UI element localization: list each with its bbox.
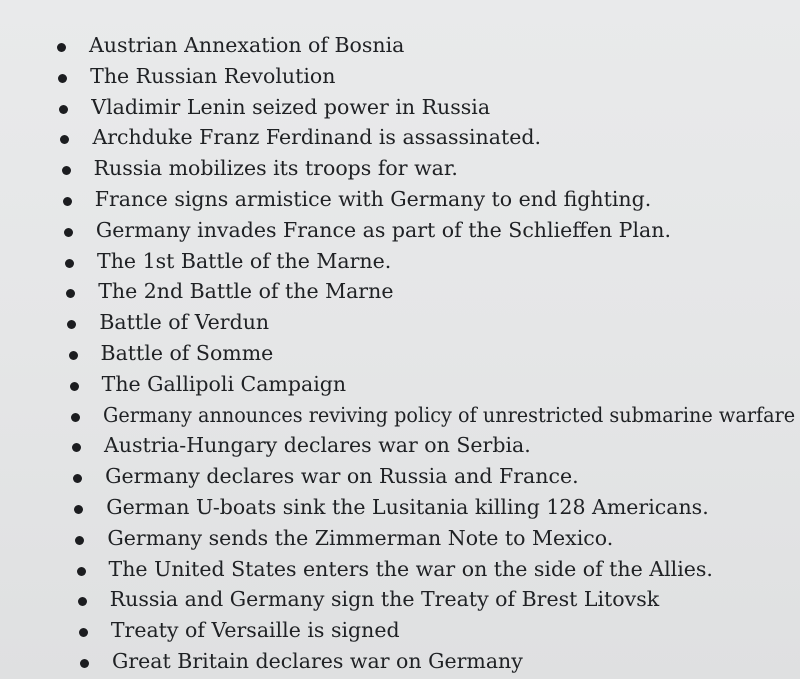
event-text: The Russian Revolution — [90, 63, 336, 88]
event-text: Germany announces reviving policy of unrestricted submarine warfare — [102, 402, 795, 427]
bullet-icon — [58, 74, 67, 83]
bullet-icon — [77, 567, 86, 576]
event-text: Treaty of Versaille is signed — [110, 618, 400, 643]
bullet-icon — [69, 351, 78, 360]
event-list — [0, 30, 800, 677]
bullet-icon — [72, 443, 81, 452]
bullet-icon — [65, 259, 74, 268]
event-text: Vladimir Lenin seized power in Russia — [91, 94, 491, 119]
list-item — [0, 92, 800, 123]
event-text: The 2nd Battle of the Marne — [98, 279, 394, 304]
bullet-icon — [66, 289, 75, 298]
bullet-icon — [73, 474, 82, 483]
event-text: Battle of Somme — [100, 340, 274, 365]
list-item — [0, 184, 800, 215]
list-item — [0, 338, 800, 369]
list-item — [0, 30, 800, 61]
list-item — [0, 122, 800, 153]
list-item — [0, 276, 800, 307]
list-item — [0, 61, 800, 92]
list-item — [0, 615, 800, 646]
list-item — [0, 523, 800, 554]
event-text: France signs armistice with Germany to end fighting. — [94, 186, 652, 211]
bullet-icon — [57, 43, 66, 52]
list-item — [0, 584, 800, 615]
event-text: Great Britain declares war on Germany — [112, 648, 523, 673]
list-item — [0, 307, 800, 338]
bullet-icon — [64, 228, 73, 237]
event-text: The 1st Battle of the Marne. — [97, 248, 392, 273]
bullet-icon — [75, 536, 84, 545]
list-item — [0, 461, 800, 492]
event-text: Archduke Franz Ferdinand is assassinated. — [92, 125, 541, 150]
list-item — [0, 369, 800, 400]
event-text: Russia mobilizes its troops for war. — [93, 156, 458, 181]
event-text: Russia and Germany sign the Treaty of Brest Litovsk — [109, 587, 660, 612]
bullet-icon — [60, 135, 69, 144]
event-text: German U-boats sink the Lusitania killing 128 Americans. — [106, 494, 709, 519]
event-text: Germany sends the Zimmerman Note to Mexico. — [107, 525, 614, 550]
event-text: Battle of Verdun — [99, 310, 270, 335]
event-text: The Gallipoli Campaign — [101, 371, 347, 396]
list-item — [0, 153, 800, 184]
bullet-icon — [63, 197, 72, 206]
event-text: Austrian Annexation of Bosnia — [89, 33, 405, 57]
bullet-icon — [70, 382, 79, 391]
bullet-icon — [71, 413, 80, 422]
bullet-icon — [74, 505, 83, 514]
list-item — [0, 430, 800, 461]
bullet-icon — [67, 320, 76, 329]
list-item — [0, 400, 800, 431]
event-text: Germany invades France as part of the Schlieffen Plan. — [95, 217, 671, 242]
bullet-icon — [59, 105, 68, 114]
bullet-icon — [80, 659, 89, 668]
list-item — [0, 492, 800, 523]
list-item — [0, 246, 800, 277]
bullet-icon — [78, 597, 87, 606]
bullet-icon — [79, 628, 88, 637]
list-item — [0, 646, 800, 677]
bullet-icon — [62, 166, 71, 175]
list-item — [0, 215, 800, 246]
list-item — [0, 554, 800, 585]
event-text: Austria-Hungary declares war on Serbia. — [103, 433, 531, 458]
event-text: The United States enters the war on the side of the Allies. — [108, 556, 713, 581]
event-text: Germany declares war on Russia and France. — [105, 464, 579, 489]
